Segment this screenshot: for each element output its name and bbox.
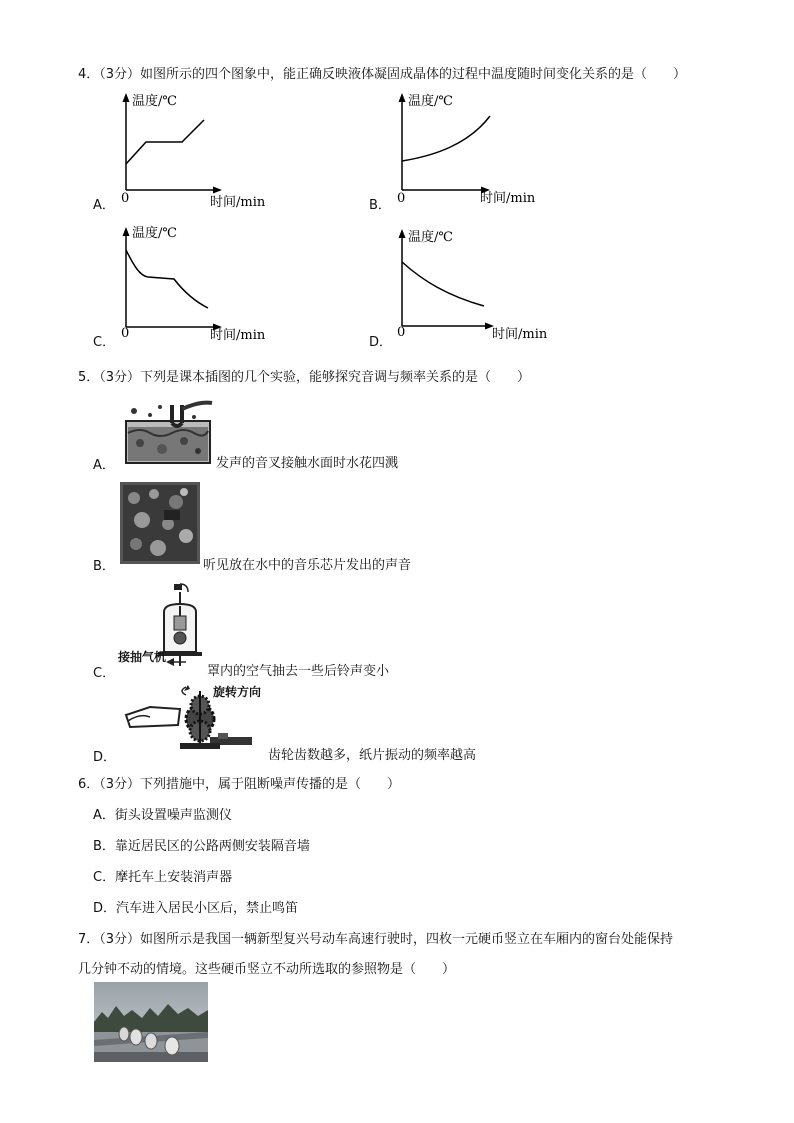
coins-on-train-window-photo [94, 982, 208, 1066]
graph-c-origin: 0 [121, 326, 130, 341]
q5-option-b-text: 听见放在水中的音乐芯片发出的声音 [203, 558, 412, 573]
q6-option-c: C．摩托车上安装消声器 [93, 870, 233, 885]
graph-d-origin: 0 [397, 325, 406, 340]
q4-option-d: D． [369, 335, 393, 350]
graph-c-ylabel: 温度/℃ [132, 226, 177, 241]
q4-stem: 4．（3分）如图所示的四个图象中，能正确反映液体凝固成晶体的过程中温度随时间变化关系的是（ ） [78, 67, 687, 82]
graph-d-ylabel: 温度/℃ [408, 230, 453, 245]
graph-b-ylabel: 温度/℃ [408, 94, 453, 109]
graph-a-origin: 0 [121, 191, 130, 206]
graph-b-origin: 0 [397, 191, 406, 206]
graph-c-xlabel: 时间/min [210, 328, 266, 343]
graph-a-xlabel: 时间/min [210, 195, 266, 210]
q5-option-a-text: 发声的音叉接触水面时水花四溅 [216, 456, 399, 471]
q4-option-b: B． [369, 198, 391, 213]
q7-stem-line1: 7．（3分）如图所示是我国一辆新型复兴号动车高速行驶时，四枚一元硬币竖立在车厢内的窗台处能保持 [78, 932, 674, 947]
q7-stem-line2: 几分钟不动的情境。这些硬币竖立不动所选取的参照物是（ ） [78, 962, 456, 977]
q6-stem: 6．（3分）下列措施中，属于阻断噪声传播的是（ ） [78, 777, 401, 792]
graph-b [388, 90, 558, 210]
q5-option-d-text: 齿轮齿数越多，纸片振动的频率越高 [268, 748, 477, 763]
tuning-fork-water-image [120, 397, 215, 471]
q5-option-a-letter: A． [93, 458, 115, 473]
music-chip-water-image [120, 482, 200, 568]
graph-d [388, 226, 558, 346]
q5-stem: 5．（3分）下列是课本插图的几个实验，能够探究音调与频率关系的是（ ） [78, 370, 531, 385]
graph-a [112, 90, 282, 210]
q6-option-d: D．汽车进入居民小区后，禁止鸣笛 [93, 901, 299, 916]
q6-option-a: A．街头设置噪声监测仪 [93, 808, 232, 823]
graph-d-xlabel: 时间/min [492, 327, 548, 342]
q5-option-d-letter: D． [93, 750, 117, 765]
rotation-direction-label: 旋转方向 [213, 685, 262, 699]
q5-option-b-letter: B． [93, 559, 115, 574]
q6-option-b: B．靠近居民区的公路两侧安装隔音墙 [93, 839, 310, 854]
graph-a-ylabel: 温度/℃ [132, 94, 177, 109]
q5-option-c-letter: C． [93, 666, 116, 681]
q5-option-c-text: 罩内的空气抽去一些后铃声变小 [207, 664, 390, 679]
q4-option-a: A． [93, 198, 115, 213]
graph-b-xlabel: 时间/min [480, 191, 536, 206]
q4-option-c: C． [93, 335, 116, 350]
vacuum-pump-label: 接抽气机 [118, 650, 167, 664]
graph-c [112, 222, 282, 347]
